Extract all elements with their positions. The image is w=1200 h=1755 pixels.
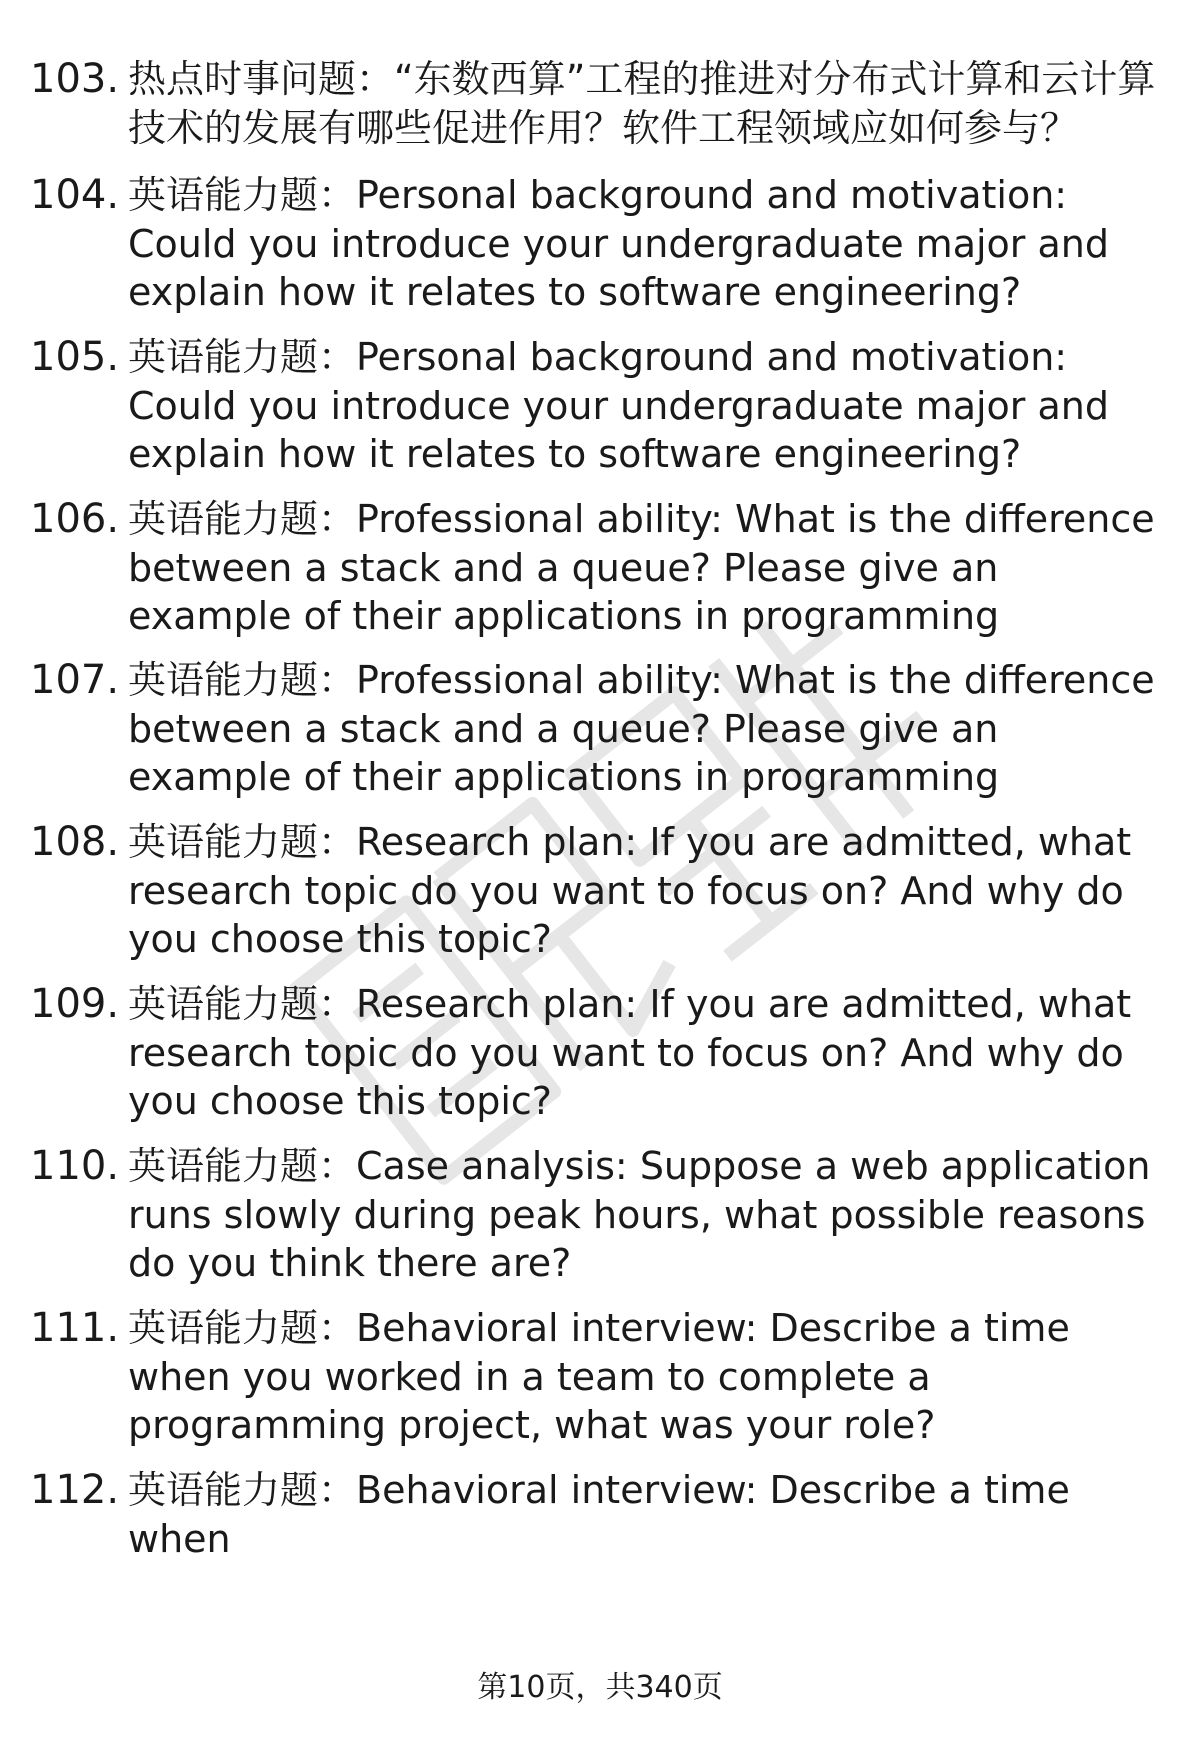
question-number: 104. xyxy=(30,172,120,218)
question-number: 111. xyxy=(30,1305,120,1351)
question-text: 英语能力题：Personal background and motivation: Could you introduce your undergraduate major and explain how it relates to software engineering? xyxy=(128,173,1109,314)
question-number: 108. xyxy=(30,819,120,865)
question-number: 112. xyxy=(30,1467,120,1513)
question-number: 105. xyxy=(30,334,120,380)
question-text: 英语能力题：Research plan: If you are admitted, what research topic do you want to focus on? And why do you choose this topic? xyxy=(128,982,1132,1123)
question-text: 英语能力题：Behavioral interview: Describe a time when xyxy=(128,1468,1070,1561)
question-text: 英语能力题：Behavioral interview: Describe a time when you worked in a team to complete a programming project, what was your role? xyxy=(128,1306,1070,1447)
question-text: 英语能力题：Professional ability: What is the difference between a stack and a queue? Please give an example of their applications in programming xyxy=(128,658,1155,799)
question-text: 英语能力题：Professional ability: What is the difference between a stack and a queue? Please give an example of their applications in programming xyxy=(128,497,1155,638)
question-text: 英语能力题：Case analysis: Suppose a web application runs slowly during peak hours, what possible reasons do you think there are? xyxy=(128,1144,1151,1285)
question-number: 107. xyxy=(30,657,120,703)
question-text: 英语能力题：Personal background and motivation: Could you introduce your undergraduate major and explain how it relates to software engineering? xyxy=(128,335,1109,476)
question-number: 110. xyxy=(30,1143,120,1189)
question-text: 英语能力题：Research plan: If you are admitted, what research topic do you want to focus on? And why do you choose this topic? xyxy=(128,820,1132,961)
question-number: 106. xyxy=(30,496,120,542)
question-text: 热点时事问题：“东数西算”工程的推进对分布式计算和云计算技术的发展有哪些促进作用？软件工程领域应如何参与？ xyxy=(128,57,1156,150)
question-number: 103. xyxy=(30,56,120,102)
question-number: 109. xyxy=(30,981,120,1027)
page-footer: 第10页，共340页 xyxy=(477,1670,723,1705)
